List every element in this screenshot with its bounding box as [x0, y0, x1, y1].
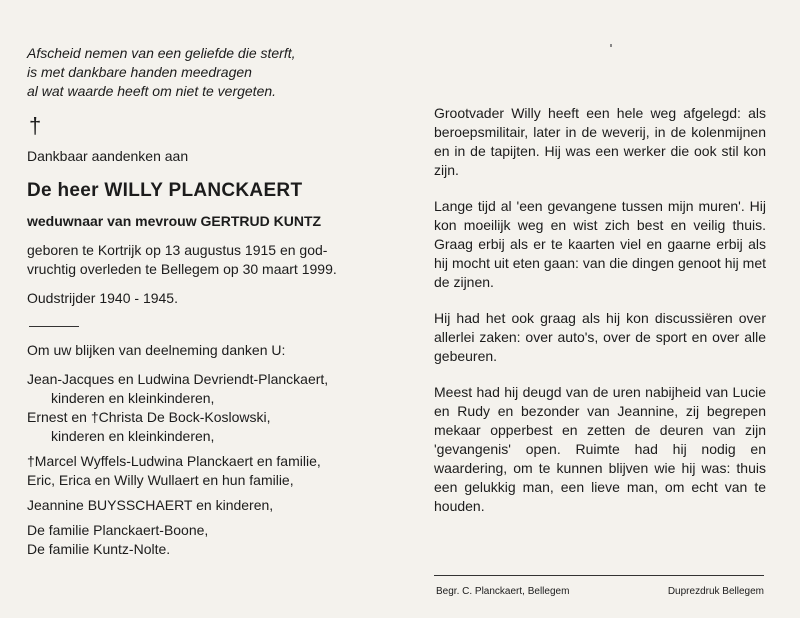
- cross-icon: †: [29, 113, 42, 138]
- veteran-note: Oudstrijder 1940 - 1945.: [27, 290, 178, 306]
- mourner-line: kinderen en kleinkinderen,: [51, 428, 215, 444]
- footer-rule: [434, 575, 764, 576]
- poem-line: al wat waarde heeft om niet te vergeten.: [27, 83, 277, 99]
- mourner-line: kinderen en kleinkinderen,: [51, 390, 215, 406]
- intro-text: Dankbaar aandenken aan: [27, 148, 189, 164]
- footer-printer: Duprezdruk Bellegem: [667, 586, 764, 597]
- mourner-line: Eric, Erica en Willy Wullaert en hun familie,: [27, 472, 294, 488]
- thanks-heading: Om uw blijken van deelneming danken U:: [27, 342, 286, 358]
- mourner-line: Jeannine BUYSSCHAERT en kinderen,: [27, 497, 274, 513]
- birth-death-line: geboren te Kortrijk op 13 augustus 1915 en god-: [27, 242, 328, 258]
- tribute-paragraph: Hij had het ook graag als hij kon discussiëren over allerlei zaken: over auto's, over de sport en over alle gebeuren.: [434, 310, 766, 364]
- poem: [27, 44, 367, 101]
- tribute-paragraph: Grootvader Willy heeft een hele weg afgelegd: als beroepsmilitair, later in de weverij, in de kolenmijnen en in de tapijten. Hij was een werker die ook stil kon zijn.: [434, 105, 766, 178]
- poem-line: Afscheid nemen van een geliefde die sterft,: [27, 45, 296, 61]
- tribute-paragraph: Lange tijd al 'een gevangene tussen mijn muren'. Hij kon moeilijk weg en wist zich best en veilig thuis. Graag erbij als er te kaarten viel en gaarne erbij als hij mocht uit eten gaan: van die dingen genoot hij met de zijnen.: [434, 198, 766, 290]
- left-column: [27, 44, 367, 559]
- deceased-name: De heer WILLY PLANCKAERT: [27, 180, 303, 201]
- divider: [29, 326, 79, 327]
- mourners-list: [27, 370, 367, 559]
- footer-undertaker: Begr. C. Planckaert, Bellegem: [436, 586, 570, 597]
- mourner-line: Jean-Jacques en Ludwina Devriendt-Planckaert,: [27, 371, 329, 387]
- birth-death-info: [27, 241, 367, 279]
- mourner-line: De familie Kuntz-Nolte.: [27, 541, 171, 557]
- right-column: [434, 104, 766, 516]
- tribute-paragraph: Meest had hij deugd van de uren nabijheid van Lucie en Rudy en bezonder van Jeannine, zij begrepen mekaar opperbest en zetten de deuren van zijn 'gevangenis' open. Ruimte had hij nodig en waardering, om te kunnen blijven wie hij was: thuis een gelukkig man, een lieve man, om echt van te houden.: [434, 384, 766, 514]
- mourner-line: †Marcel Wyffels-Ludwina Planckaert en familie,: [27, 453, 321, 469]
- paper-speck: [610, 44, 612, 47]
- poem-line: is met dankbare handen meedragen: [27, 64, 252, 80]
- spouse-info: weduwnaar van mevrouw GERTRUD KUNTZ: [27, 213, 322, 229]
- birth-death-line: vruchtig overleden te Bellegem op 30 maart 1999.: [27, 261, 337, 277]
- mourner-line: Ernest en †Christa De Bock-Koslowski,: [27, 409, 271, 425]
- mourner-line: De familie Planckaert-Boone,: [27, 522, 209, 538]
